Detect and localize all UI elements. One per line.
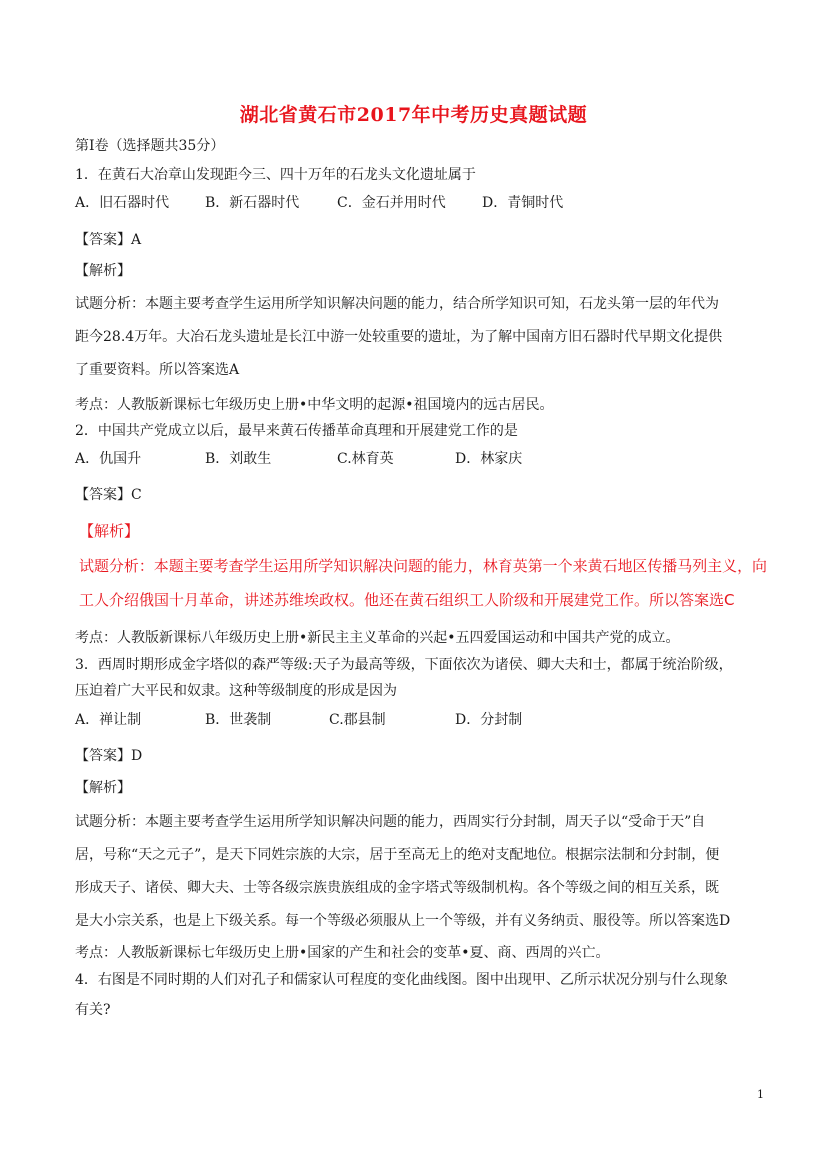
question-3-option-d: D．分封制 <box>455 712 523 728</box>
question-3-analysis-line: 试题分析：本题主要考查学生运用所学知识解决问题的能力，西周实行分封制，周天子以“受命于天”自 <box>75 814 706 830</box>
question-2-answer: 【答案】C <box>75 487 142 503</box>
document-title: 湖北省黄石市2017年中考历史真题试题 <box>239 104 588 126</box>
question-3-stem-line: 3．西周时期形成金字塔似的森严等级:天子为最高等级，下面依次为诸侯、卿大夫和士，都属于统治阶级， <box>75 657 733 673</box>
question-2-analysis-label: 【解析】 <box>79 522 140 540</box>
question-1-option-c: C．金石并用时代 <box>337 195 446 211</box>
page-number: 1 <box>757 1088 764 1101</box>
question-2-stem: 2．中国共产党成立以后，最早来黄石传播革命真理和开展建党工作的是 <box>75 423 518 439</box>
question-1-option-a: A．旧石器时代 <box>75 195 170 211</box>
question-3-stem-line: 压迫着广大平民和奴隶。这种等级制度的形成是因为 <box>75 683 397 699</box>
question-3-point: 考点：人教版新课标七年级历史上册•国家的产生和社会的变革•夏、商、西周的兴亡。 <box>75 945 610 961</box>
question-2-option-d: D．林家庆 <box>455 451 523 467</box>
question-3-option-c: C.郡县制 <box>329 712 386 728</box>
question-1-analysis-line: 了重要资料。所以答案选A <box>75 362 240 378</box>
question-3-analysis-line: 居，号称“天之元子”，是天下同姓宗族的大宗，居于至高无上的绝对支配地位。根据宗法制和分封制，便 <box>75 847 720 863</box>
question-2-option-b: B．刘敢生 <box>205 451 272 467</box>
question-1-option-b: B．新石器时代 <box>205 195 300 211</box>
question-1-stem: 1．在黄石大冶章山发现距今三、四十万年的石龙头文化遗址属于 <box>75 167 476 183</box>
question-4-stem-line: 4．右图是不同时期的人们对孔子和儒家认可程度的变化曲线图。图中出现甲、乙所示状况分别与什么现象 <box>75 972 728 988</box>
question-1-option-d: D．青铜时代 <box>482 195 564 211</box>
question-1-point: 考点：人教版新课标七年级历史上册•中华文明的起源•祖国境内的远古居民。 <box>75 397 554 413</box>
question-3-option-a: A．禅让制 <box>75 712 142 728</box>
question-2-option-c: C.林育英 <box>337 451 394 467</box>
question-1-analysis-label: 【解析】 <box>75 263 131 279</box>
question-4-stem-line: 有关? <box>75 1002 111 1018</box>
question-1-analysis-line: 距今28.4万年。大冶石龙头遗址是长江中游一处较重要的遗址，为了解中国南方旧石器时代早期文化提供 <box>75 329 723 345</box>
question-2-point: 考点：人教版新课标八年级历史上册•新民主主义革命的兴起•五四爱国运动和中国共产党的成立。 <box>75 630 680 646</box>
question-3-analysis-line: 形成天子、诸侯、卿大夫、士等各级宗族贵族组成的金字塔式等级制机构。各个等级之间的相互关系，既 <box>75 880 719 896</box>
question-3-answer: 【答案】D <box>75 748 143 764</box>
question-3-analysis-line: 是大小宗关系，也是上下级关系。每一个等级必须服从上一个等级，并有义务纳贡、服役等。所以答案选D <box>75 913 731 929</box>
question-1-answer: 【答案】A <box>75 232 142 248</box>
section-heading: 第Ⅰ卷（选择题共35分） <box>75 138 225 154</box>
question-2-analysis-line: 试题分析：本题主要考查学生运用所学知识解决问题的能力，林育英第一个来黄石地区传播马列主义，向 <box>79 557 768 575</box>
question-2-analysis-line: 工人介绍俄国十月革命，讲述苏维埃政权。他还在黄石组织工人阶级和开展建党工作。所以答案选C <box>79 591 735 609</box>
question-3-analysis-label: 【解析】 <box>75 780 131 796</box>
question-1-analysis-line: 试题分析：本题主要考查学生运用所学知识解决问题的能力，结合所学知识可知，石龙头第一层的年代为 <box>75 296 719 312</box>
question-3-option-b: B．世袭制 <box>205 712 272 728</box>
question-2-option-a: A．仇国升 <box>75 451 142 467</box>
